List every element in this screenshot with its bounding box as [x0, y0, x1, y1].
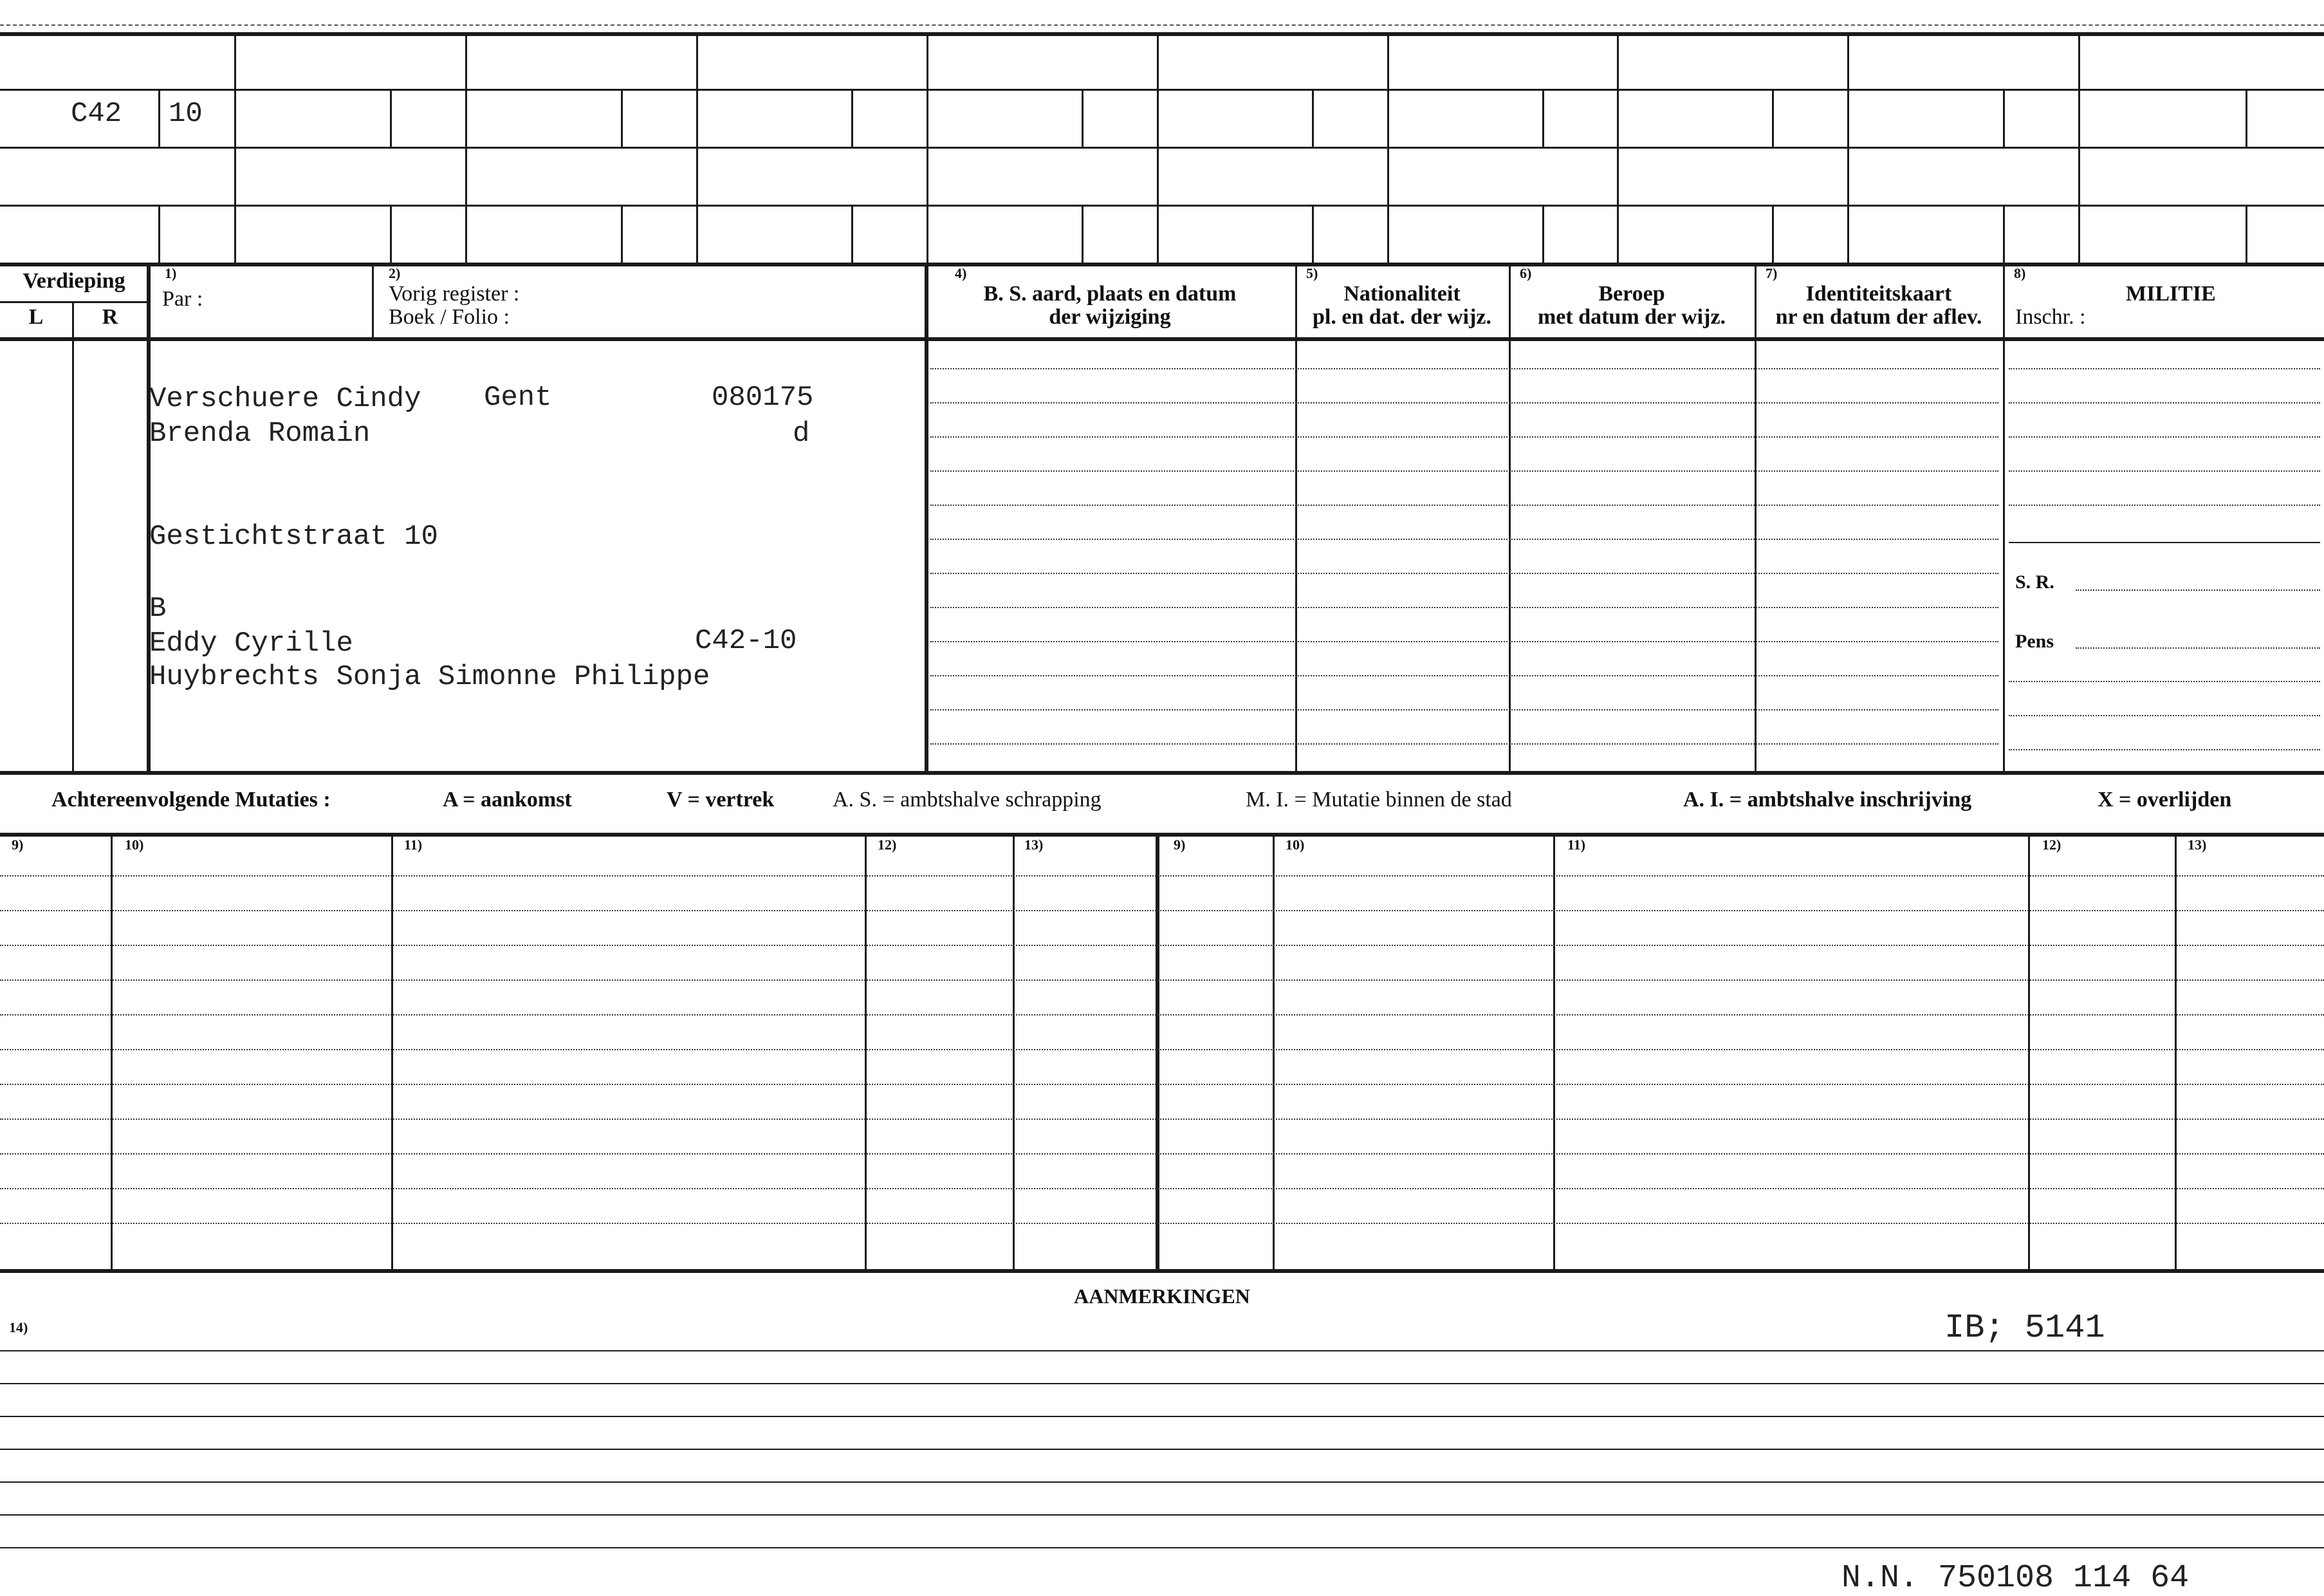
person-birthplace: Gent — [484, 382, 552, 414]
ruled-line — [930, 709, 1998, 710]
grid-sub-line — [1542, 89, 1544, 147]
ruled-line — [930, 675, 1998, 676]
grid-col-line — [465, 32, 467, 263]
col6-number: 6) — [1520, 265, 1532, 281]
header-bottom-border — [0, 337, 2324, 341]
person-birthdate: 080175 — [712, 382, 814, 414]
mut-col-line — [2175, 833, 2177, 1269]
person-code-b: B — [149, 593, 167, 625]
militie-ruled-line — [2009, 402, 2320, 404]
militie-ruled-line — [2009, 368, 2320, 369]
mutation-ruled-line — [0, 1223, 2324, 1224]
col5-number: 5) — [1306, 265, 1318, 281]
grid-sub-line — [1772, 89, 1774, 147]
mutations-bottom-border — [0, 1269, 2324, 1273]
mutation-a: A = aankomst — [443, 788, 572, 812]
grid-sub-line — [2003, 89, 2005, 147]
militie-ruled-line — [2009, 436, 2320, 438]
header-col-line — [925, 263, 928, 771]
mut-col-line — [1013, 833, 1015, 1269]
grid-sub-line — [1312, 205, 1314, 263]
mutation-ruled-line — [0, 875, 2324, 877]
militie-sr-label: S. R. — [2015, 571, 2054, 593]
mutation-ruled-line — [0, 1049, 2324, 1050]
grid-sub-line — [390, 205, 392, 263]
col8-number: 8) — [2014, 265, 2026, 281]
remarks-ruled-line — [0, 1350, 2324, 1351]
militie-ruled-line — [2009, 505, 2320, 506]
header-col-line — [1295, 263, 1297, 771]
militie-sr-line — [2076, 589, 2320, 591]
mutation-ruled-line — [0, 1014, 2324, 1016]
main-bottom-border — [0, 771, 2324, 775]
col1-par-label: Par : — [162, 287, 203, 311]
grid-sub-line — [158, 89, 160, 147]
mut-col10-number: 10) — [125, 837, 144, 853]
col6-title-line1: Beroep — [1598, 282, 1665, 306]
main-left-border — [147, 263, 151, 771]
mut-col12b-number: 12) — [2042, 837, 2061, 853]
col4-title-line1: B. S. aard, plaats en datum — [983, 282, 1237, 306]
remarks-ruled-line — [0, 1481, 2324, 1483]
mutations-title: Achtereenvolgende Mutaties : — [51, 788, 331, 812]
grid-col-line — [927, 32, 928, 263]
mutation-ruled-line — [0, 1188, 2324, 1189]
mut-col-line — [1273, 833, 1275, 1269]
person-address: Gestichtstraat 10 — [149, 521, 438, 553]
remarks-ruled-line — [0, 1383, 2324, 1384]
grid-col-line — [2078, 32, 2080, 263]
verdieping-left: L — [28, 305, 44, 329]
mut-col12-number: 12) — [878, 837, 897, 853]
mut-col10b-number: 10) — [1286, 837, 1305, 853]
header-col-line — [2003, 263, 2005, 771]
ruled-line — [930, 641, 1998, 642]
mut-col-line — [391, 833, 393, 1269]
mutation-v: V = vertrek — [667, 788, 775, 812]
mutation-ruled-line — [0, 1084, 2324, 1085]
person-partner: Eddy Cyrille — [149, 627, 353, 660]
remarks-ruled-line — [0, 1547, 2324, 1548]
grid-sub-line — [1772, 205, 1774, 263]
col5-title-line1: Nationaliteit — [1343, 282, 1461, 306]
mut-col-line — [1553, 833, 1555, 1269]
grid-row-line — [0, 147, 2324, 149]
person-partner-family: Huybrechts Sonja Simonne Philippe — [149, 661, 710, 693]
ruled-line — [930, 470, 1998, 472]
remarks-ruled-line — [0, 1416, 2324, 1417]
col5-title-line2: pl. en dat. der wijz. — [1313, 305, 1491, 329]
ruled-line — [930, 368, 1998, 369]
grid-col-line — [1387, 32, 1389, 263]
remarks-title: AANMERKINGEN — [1074, 1285, 1250, 1308]
grid-col-line — [1617, 32, 1619, 263]
mutation-ruled-line — [0, 945, 2324, 946]
footer-nn-number: N.N. 750108 114 64 — [1841, 1560, 2190, 1596]
remarks-number: 14) — [9, 1319, 28, 1335]
mutation-as: A. S. = ambtshalve schrapping — [833, 788, 1102, 812]
militie-separator — [2009, 542, 2320, 543]
person-gender: d — [793, 418, 810, 450]
mutation-ai: A. I. = ambtshalve inschrijving — [1683, 788, 1972, 812]
mutation-ruled-line — [0, 910, 2324, 911]
col1-number: 1) — [165, 265, 177, 281]
person-name: Verschuere Cindy — [149, 383, 421, 415]
grid-bottom-border — [0, 263, 2324, 266]
grid-sub-line — [158, 205, 160, 263]
col7-title-line1: Identiteitskaart — [1805, 282, 1952, 306]
mut-col9b-number: 9) — [1174, 837, 1186, 853]
ruled-line — [930, 505, 1998, 506]
militie-ruled-line — [2009, 715, 2320, 716]
remarks-ib-reference: IB; 5141 — [1944, 1309, 2105, 1347]
ruled-line — [930, 573, 1998, 574]
grid-sub-line — [851, 205, 853, 263]
col2-boek-folio-label: Boek / Folio : — [389, 305, 510, 329]
col6-title-line2: met datum der wijz. — [1537, 305, 1726, 329]
mut-col-line — [111, 833, 113, 1269]
grid-sub-line — [2246, 205, 2247, 263]
grid-sub-line — [621, 89, 623, 147]
mutation-x: X = overlijden — [2098, 788, 2232, 812]
col7-title-line2: nr en datum der aflev. — [1775, 305, 1982, 329]
ruled-line — [930, 436, 1998, 438]
col4-number: 4) — [955, 265, 967, 281]
verdieping-divider — [0, 301, 148, 303]
ruled-line — [930, 539, 1998, 540]
militie-ruled-line — [2009, 749, 2320, 750]
col2-vorig-register-label: Vorig register : — [389, 282, 520, 306]
mut-col11-number: 11) — [404, 837, 423, 853]
mutations-top-border — [0, 833, 2324, 837]
mut-col13b-number: 13) — [2188, 837, 2207, 853]
header-col-line — [372, 263, 374, 337]
col2-number: 2) — [389, 265, 401, 281]
grid-col-line — [696, 32, 698, 263]
mut-col-line — [2028, 833, 2030, 1269]
mutation-ruled-line — [0, 979, 2324, 981]
col7-number: 7) — [1766, 265, 1778, 281]
section-code: C42 — [71, 98, 122, 130]
top-border — [0, 32, 2324, 36]
militie-pens-line — [2076, 647, 2320, 649]
top-edge-line — [0, 24, 2324, 26]
grid-sub-line — [2003, 205, 2005, 263]
grid-row-line — [0, 89, 2324, 91]
mut-col9-number: 9) — [12, 837, 24, 853]
mut-center-divider — [1156, 833, 1159, 1269]
mutation-ruled-line — [0, 1118, 2324, 1120]
mut-col11b-number: 11) — [1567, 837, 1586, 853]
ruled-line — [930, 607, 1998, 608]
militie-ruled-line — [2009, 681, 2320, 682]
card-number: 10 — [169, 98, 203, 130]
grid-row-line — [0, 205, 2324, 207]
grid-col-line — [1847, 32, 1849, 263]
header-col-line — [1509, 263, 1511, 771]
mutation-mi: M. I. = Mutatie binnen de stad — [1246, 788, 1512, 812]
grid-col-line — [234, 32, 236, 263]
grid-sub-line — [1312, 89, 1314, 147]
verdieping-title: Verdieping — [23, 269, 125, 293]
person-reference: C42-10 — [695, 625, 797, 657]
mutation-ruled-line — [0, 1153, 2324, 1155]
ruled-line — [930, 743, 1998, 745]
grid-sub-line — [2246, 89, 2247, 147]
ruled-line — [930, 402, 1998, 404]
mut-col-line — [865, 833, 867, 1269]
remarks-ruled-line — [0, 1449, 2324, 1450]
header-col-line — [1755, 263, 1757, 771]
verdieping-right: R — [102, 305, 118, 329]
lr-divider — [72, 301, 74, 771]
mut-col13-number: 13) — [1024, 837, 1044, 853]
grid-sub-line — [851, 89, 853, 147]
militie-pens-label: Pens — [2015, 631, 2054, 652]
grid-sub-line — [1542, 205, 1544, 263]
grid-sub-line — [390, 89, 392, 147]
person-parents: Brenda Romain — [149, 418, 371, 450]
grid-sub-line — [621, 205, 623, 263]
grid-sub-line — [1082, 89, 1084, 147]
col8-inschr-label: Inschr. : — [2015, 305, 2086, 329]
col8-militie-label: MILITIE — [2126, 282, 2216, 306]
grid-col-line — [1157, 32, 1159, 263]
militie-ruled-line — [2009, 470, 2320, 472]
col4-title-line2: der wijziging — [1049, 305, 1171, 329]
grid-sub-line — [1082, 205, 1084, 263]
remarks-ruled-line — [0, 1514, 2324, 1516]
